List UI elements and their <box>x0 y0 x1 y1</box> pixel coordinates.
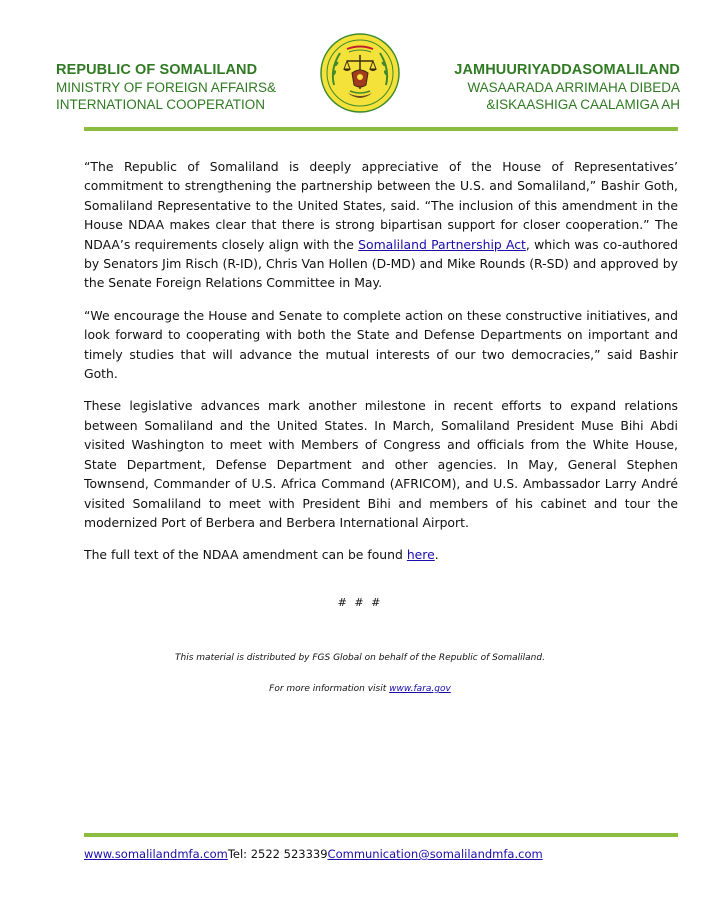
footer-email-link[interactable]: Communication@somalilandmfa.com <box>327 847 543 861</box>
footer <box>84 847 543 861</box>
header-right-title: JAMHUURIYADDASOMALILAND <box>454 62 680 78</box>
paragraph-3: These legislative advances mark another milestone in recent efforts to expand relations between Somaliland and the United States. In March, Somaliland President Muse Bihi Abdi visited Washington to meet with Members of Congress and officials from the White House, State Department, Defense Department and other agencies. In May, General Stephen Townsend, Commander of U.S. Africa Command (AFRICOM), and U.S. Ambassador Larry André visited Somaliland to meet with President Bihi and members of his cabinet and tour the modernized Port of Berbera and Berbera International Airport. <box>84 398 678 530</box>
paragraph-4-text-b: . <box>434 547 439 563</box>
paragraph-1-text-b: , which was co-authored by Senators Jim Risch (R-ID), Chris Van Hollen (D-MD) and Mike Rounds (R-SD) and approved by the Senate Foreign Relations Committee in May. <box>84 236 678 291</box>
paragraph-1-text-a: “The Republic of Somaliland is deeply appreciative of the House of Representatives’ commitment to strengthening the partnership between the U.S. and Somaliland,” Bashir Goth, Somaliland Representative to the United States, said. “The inclusion of this amendment in the House NDAA makes clear that there is strong bipartisan support for closer cooperation.” The NDAA’s requirements closely align with the <box>84 159 678 252</box>
more-info-line <box>0 684 720 694</box>
header-right-line-1: WASAARADA ARRIMAHA DIBEDA <box>467 80 680 95</box>
end-marker: # # # <box>337 596 383 609</box>
paragraph-2: “We encourage the House and Senate to complete action on these constructive initiatives, and look forward to cooperating with both the State and Defense Departments on important and timely studies that will advance the mutual interests of our two democracies,” said Bashir Goth. <box>84 307 678 382</box>
body-text <box>84 157 678 578</box>
header-divider <box>84 127 678 131</box>
footer-divider <box>84 833 678 837</box>
footer-website-link[interactable]: www.somalilandmfa.com <box>84 847 228 861</box>
header-left-title: REPUBLIC OF SOMALILAND <box>56 62 258 78</box>
footer-tel: Tel: 2522 523339 <box>227 847 328 861</box>
somaliland-coat-of-arms-icon <box>320 33 400 113</box>
fara-link[interactable]: www.fara.gov <box>389 684 451 694</box>
header-right-line-2: &ISKAASHIGA CAALAMIGA AH <box>486 97 680 112</box>
somaliland-partnership-act-link[interactable]: Somaliland Partnership Act <box>358 236 526 252</box>
ndaa-amendment-link[interactable]: here <box>406 547 435 563</box>
header-left-line-2: INTERNATIONAL COOPERATION <box>56 97 266 112</box>
paragraph-4 <box>84 545 678 564</box>
header-left-line-1: MINISTRY OF FOREIGN AFFAIRS& <box>56 80 277 95</box>
header-right-block <box>400 62 680 113</box>
paragraph-1 <box>84 157 678 293</box>
header-left-block <box>56 62 316 113</box>
distribution-note: This material is distributed by FGS Global on behalf of the Republic of Somaliland. <box>175 653 545 663</box>
more-info-prefix: For more information visit <box>269 684 390 694</box>
paragraph-4-text-a: The full text of the NDAA amendment can be found <box>84 547 407 563</box>
